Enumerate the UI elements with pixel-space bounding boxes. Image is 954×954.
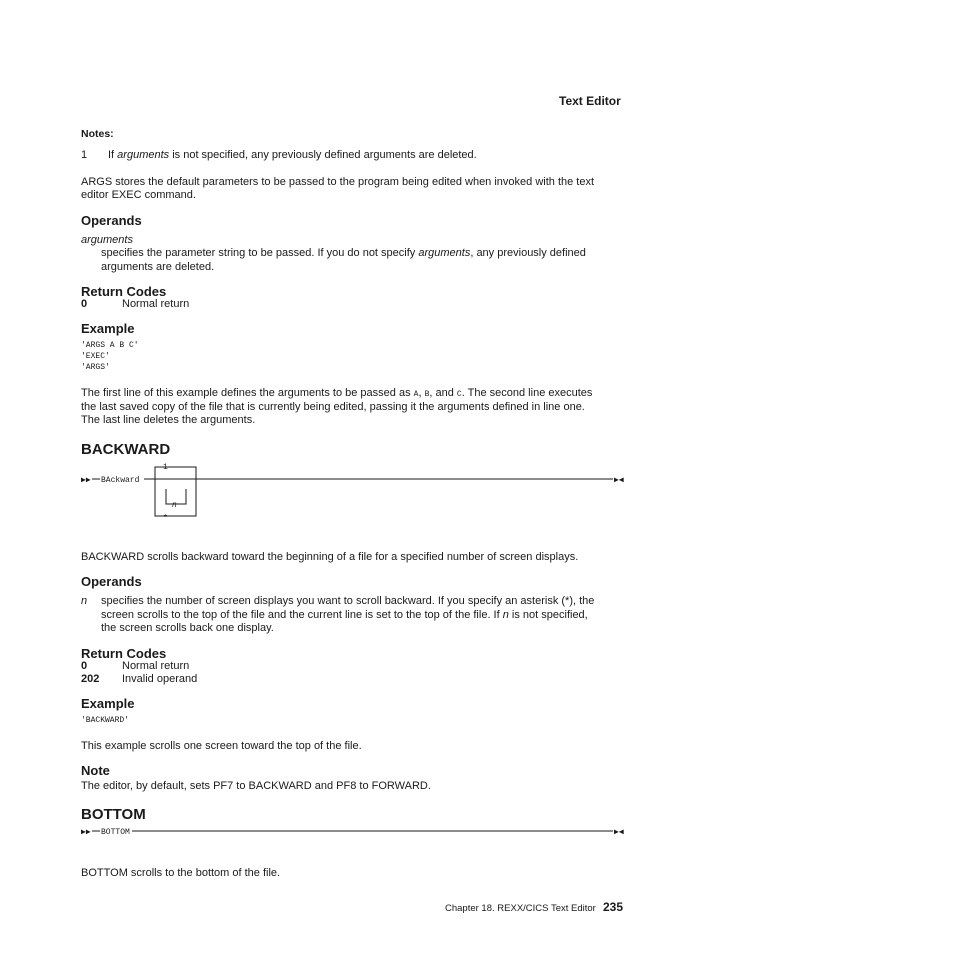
args-explain-code-a: A (413, 390, 419, 399)
args-explain-text-b: . The second line executes (461, 387, 593, 399)
footer-page-number: 235 (603, 900, 624, 914)
bottom-diagram-keyword: BOTTOM (101, 828, 130, 837)
backward-operand-term: n (81, 595, 88, 607)
backward-return-code-202-desc: Invalid operand (122, 673, 198, 685)
backward-diagram-optional-branch (155, 479, 196, 516)
args-return-codes-heading: Return Codes (81, 284, 167, 299)
args-operand-desc-line2: arguments are deleted. (101, 261, 215, 273)
backward-syntax-diagram (78, 458, 630, 522)
backward-operands-heading: Operands (81, 574, 142, 589)
backward-note-text: The editor, by default, sets PF7 to BACKWARD and PF8 to FORWARD. (81, 780, 431, 792)
backward-operand-line1: specifies the number of screen displays you want to scroll backward. If you specify an asterisk (*), the (101, 595, 595, 607)
args-explain-code-c: C (456, 390, 462, 399)
backward-example-code: 'BACKWARD' (81, 716, 130, 725)
backward-return-code-0: 0 (81, 660, 88, 672)
args-operand-desc (101, 247, 586, 261)
backward-diagram-default-branch (155, 467, 196, 479)
backward-operand-line2 (101, 609, 588, 623)
note-number: 1 (81, 149, 88, 161)
bottom-diagram-end: ▶◀ (614, 828, 624, 837)
args-return-code-desc: Normal return (122, 298, 190, 310)
backward-operand-line2-post: is not specified, (508, 609, 588, 621)
backward-diagram-default-value: 1 (163, 463, 168, 472)
footer-chapter: Chapter 18. REXX/CICS Text Editor (445, 903, 596, 914)
backward-example-heading: Example (81, 696, 135, 711)
args-explain-sep1: , (418, 387, 425, 399)
backward-return-code-202: 202 (81, 673, 100, 685)
args-operand-term: arguments (81, 234, 133, 246)
note-text (108, 149, 477, 163)
backward-operand-line3: the screen scrolls back one display. (101, 622, 274, 634)
args-example-code-line1: 'ARGS A B C' (81, 341, 139, 350)
backward-diagram-start: ▶▶ (81, 476, 91, 485)
backward-example-explain: This example scrolls one screen toward the top of the file. (81, 740, 362, 752)
backward-operand-line2-pre: screen scrolls to the top of the file and the current line is set to the top of the file. If (101, 609, 503, 621)
backward-diagram-keyword: BAckward (101, 476, 140, 485)
args-explain-line2: the last saved copy of the file that is currently being edited, passing it the arguments defined in line one. (81, 401, 585, 413)
args-explain-line1 (81, 387, 592, 401)
bottom-syntax-diagram (78, 824, 630, 840)
note-text-post: is not specified, any previously defined arguments are deleted. (169, 149, 477, 161)
args-return-code: 0 (81, 298, 88, 310)
bottom-diagram-start: ▶▶ (81, 828, 91, 837)
args-explain-line3: The last line deletes the arguments. (81, 414, 256, 426)
backward-note-heading: Note (81, 763, 110, 778)
args-example-code-line3: 'ARGS' (81, 363, 110, 372)
backward-description: BACKWARD scrolls backward toward the beginning of a file for a specified number of screen displays. (81, 551, 579, 563)
args-operand-desc-pre: specifies the parameter string to be passed. If you do not specify (101, 247, 419, 259)
args-description-line1: ARGS stores the default parameters to be passed to the program being edited when invoked with the text (81, 176, 595, 188)
args-operand-desc-em: arguments (418, 247, 471, 259)
args-example-heading: Example (81, 321, 135, 336)
args-explain-code-b: B (424, 390, 430, 399)
args-description-line2: editor EXEC command. (81, 189, 196, 201)
backward-diagram-asterisk: * (163, 514, 168, 522)
backward-title: BACKWARD (81, 441, 171, 458)
args-operand-desc-post: , any previously defined (470, 247, 586, 259)
note-text-pre: If (108, 149, 118, 161)
backward-return-codes-heading: Return Codes (81, 646, 167, 661)
backward-return-code-0-desc: Normal return (122, 660, 190, 672)
notes-label: Notes: (81, 128, 114, 140)
args-operands-heading: Operands (81, 213, 142, 228)
args-example-code-line2: 'EXEC' (81, 352, 110, 361)
args-explain-sep2: , and (429, 387, 457, 399)
note-text-em: arguments (117, 149, 170, 161)
backward-operand-line2-em: n (502, 609, 509, 621)
args-explain-text-a: The first line of this example defines the arguments to be passed as (81, 387, 414, 399)
backward-diagram-param: n (172, 501, 177, 510)
running-header: Text Editor (559, 94, 621, 108)
bottom-description: BOTTOM scrolls to the bottom of the file. (81, 867, 281, 879)
bottom-title: BOTTOM (81, 806, 146, 823)
backward-diagram-end: ▶◀ (614, 476, 624, 485)
